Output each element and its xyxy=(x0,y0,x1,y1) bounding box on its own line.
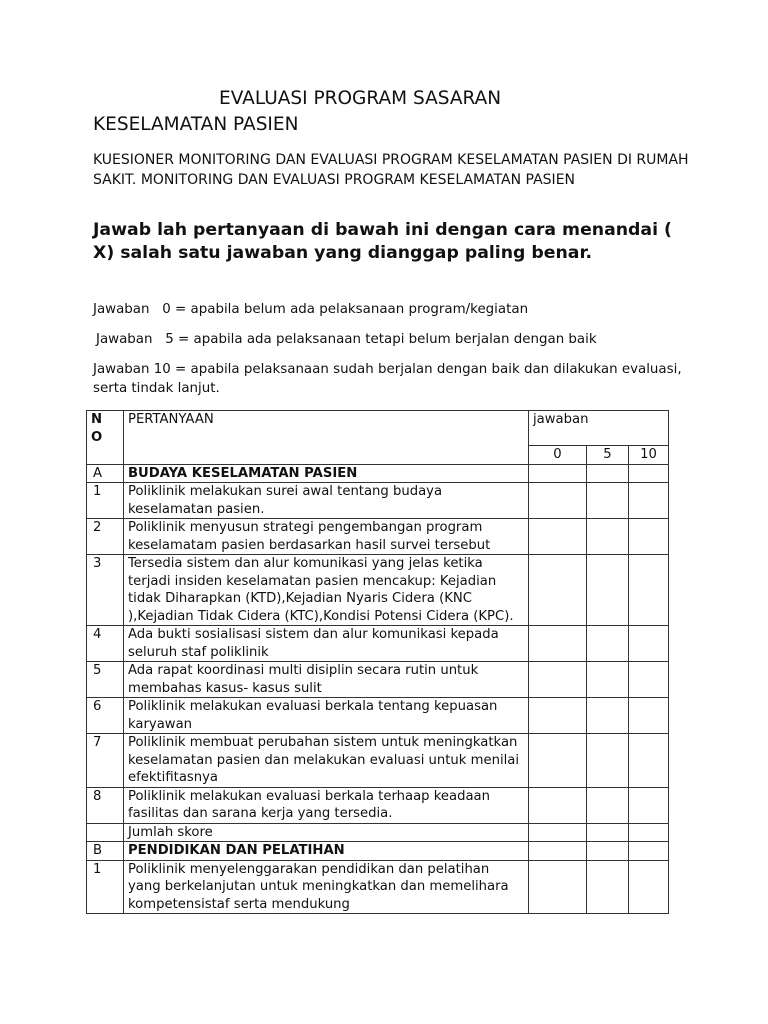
answer-cell-5[interactable] xyxy=(587,787,629,823)
question-number: 5 xyxy=(87,662,124,698)
score-0-header: 0 xyxy=(529,446,587,465)
answer-cell-0[interactable] xyxy=(529,787,587,823)
answer-cell-0[interactable] xyxy=(529,662,587,698)
table-row xyxy=(87,519,669,555)
question-text: Ada rapat koordinasi multi disiplin secara rutin untuk membahas kasus- kasus sulit xyxy=(124,662,529,698)
answer-cell-10[interactable] xyxy=(629,860,669,914)
table-row xyxy=(87,626,669,662)
total-score-label: Jumlah skore xyxy=(124,823,529,842)
answer-cell-0[interactable] xyxy=(529,464,587,483)
header-answer: jawaban xyxy=(529,411,669,446)
score-10-header: 10 xyxy=(629,446,669,465)
table-row xyxy=(87,662,669,698)
document-title-line1: EVALUASI PROGRAM SASARAN xyxy=(219,88,502,109)
answer-cell-5[interactable] xyxy=(587,555,629,626)
table-row xyxy=(87,555,669,626)
answer-cell-10[interactable] xyxy=(629,464,669,483)
question-text: Poliklinik melakukan evaluasi berkala tentang kepuasan karyawan xyxy=(124,698,529,734)
section-row-a xyxy=(87,464,669,483)
answer-cell-5[interactable] xyxy=(587,662,629,698)
table-row xyxy=(87,698,669,734)
answer-cell-5[interactable] xyxy=(587,860,629,914)
question-number: 8 xyxy=(87,787,124,823)
intro-paragraph: KUESIONER MONITORING DAN EVALUASI PROGRAM KESELAMATAN PASIEN DI RUMAH SAKIT. MONITORING DAN EVALUASI PROGRAM KESELAMATAN PASIEN xyxy=(93,152,689,188)
answer-cell-10[interactable] xyxy=(629,519,669,555)
answer-cell-5[interactable] xyxy=(587,464,629,483)
answer-cell-10[interactable] xyxy=(629,698,669,734)
total-score-row xyxy=(87,823,669,842)
answer-cell-10[interactable] xyxy=(629,787,669,823)
answer-cell-5[interactable] xyxy=(587,698,629,734)
answer-cell-0[interactable] xyxy=(529,860,587,914)
answer-cell-0[interactable] xyxy=(529,842,587,861)
header-no xyxy=(87,411,124,465)
total-score-number xyxy=(87,823,124,842)
question-text: Poliklinik menyusun strategi pengembangan program keselamatam pasien berdasarkan hasil survei tersebut xyxy=(124,519,529,555)
table-row xyxy=(87,860,669,914)
legend-answer-10: Jawaban 10 = apabila pelaksanaan sudah berjalan dengan baik dan dilakukan evaluasi, serta tindak lanjut. xyxy=(93,362,682,396)
answer-cell-10[interactable] xyxy=(629,483,669,519)
answer-cell-0[interactable] xyxy=(529,555,587,626)
answer-cell-0[interactable] xyxy=(529,483,587,519)
answer-cell-10[interactable] xyxy=(629,662,669,698)
table-header-row xyxy=(87,411,669,446)
section-letter: B xyxy=(87,842,124,861)
answer-cell-5[interactable] xyxy=(587,842,629,861)
answer-cell-10[interactable] xyxy=(629,555,669,626)
answer-cell-10[interactable] xyxy=(629,842,669,861)
header-no-line2: O xyxy=(91,429,103,445)
section-title: BUDAYA KESELAMATAN PASIEN xyxy=(124,464,529,483)
question-number: 1 xyxy=(87,860,124,914)
question-text: Poliklinik menyelenggarakan pendidikan dan pelatihan yang berkelanjutan untuk meningkatkan dan memelihara kompetensistaf serta mendukung xyxy=(124,860,529,914)
answer-cell-5[interactable] xyxy=(587,626,629,662)
total-score-10[interactable] xyxy=(629,823,669,842)
question-text: Poliklinik melakukan surei awal tentang budaya keselamatan pasien. xyxy=(124,483,529,519)
answer-cell-0[interactable] xyxy=(529,698,587,734)
section-row-b xyxy=(87,842,669,861)
total-score-5[interactable] xyxy=(587,823,629,842)
questionnaire-table xyxy=(86,410,669,914)
question-text: Ada bukti sosialisasi sistem dan alur komunikasi kepada seluruh staf poliklinik xyxy=(124,626,529,662)
question-number: 6 xyxy=(87,698,124,734)
answer-cell-5[interactable] xyxy=(587,734,629,788)
table-row xyxy=(87,483,669,519)
instruction-paragraph: Jawab lah pertanyaan di bawah ini dengan cara menandai ( X) salah satu jawaban yang dianggap paling benar. xyxy=(93,220,672,263)
question-number: 1 xyxy=(87,483,124,519)
section-title: PENDIDIKAN DAN PELATIHAN xyxy=(124,842,529,861)
question-number: 4 xyxy=(87,626,124,662)
section-letter: A xyxy=(87,464,124,483)
question-text: Poliklinik melakukan evaluasi berkala terhaap keadaan fasilitas dan sarana kerja yang tersedia. xyxy=(124,787,529,823)
header-no-line1: N xyxy=(91,412,103,427)
question-number: 2 xyxy=(87,519,124,555)
question-number: 3 xyxy=(87,555,124,626)
total-score-0[interactable] xyxy=(529,823,587,842)
answer-cell-5[interactable] xyxy=(587,483,629,519)
question-text: Tersedia sistem dan alur komunikasi yang jelas ketika terjadi insiden keselamatan pasien mencakup: Kejadian tidak Diharapkan (KTD),Kejadian Nyaris Cidera (KNC ),Kejadian Tidak Cidera (KTC),Kondisi Potensi Cidera (KPC). xyxy=(124,555,529,626)
answer-cell-5[interactable] xyxy=(587,519,629,555)
answer-cell-0[interactable] xyxy=(529,519,587,555)
table-row xyxy=(87,787,669,823)
header-question: PERTANYAAN xyxy=(124,411,529,465)
question-number: 7 xyxy=(87,734,124,788)
answer-cell-10[interactable] xyxy=(629,626,669,662)
legend-answer-5: Jawaban 5 = apabila ada pelaksanaan tetapi belum berjalan dengan baik xyxy=(96,332,597,347)
question-text: Poliklinik membuat perubahan sistem untuk meningkatkan keselamatan pasien dan melakukan evaluasi untuk menilai efektifitasnya xyxy=(124,734,529,788)
document-title-line2: KESELAMATAN PASIEN xyxy=(93,114,299,135)
score-5-header: 5 xyxy=(587,446,629,465)
legend-answer-0: Jawaban 0 = apabila belum ada pelaksanaan program/kegiatan xyxy=(93,302,529,317)
table-row xyxy=(87,734,669,788)
answer-cell-10[interactable] xyxy=(629,734,669,788)
answer-cell-0[interactable] xyxy=(529,734,587,788)
answer-cell-0[interactable] xyxy=(529,626,587,662)
